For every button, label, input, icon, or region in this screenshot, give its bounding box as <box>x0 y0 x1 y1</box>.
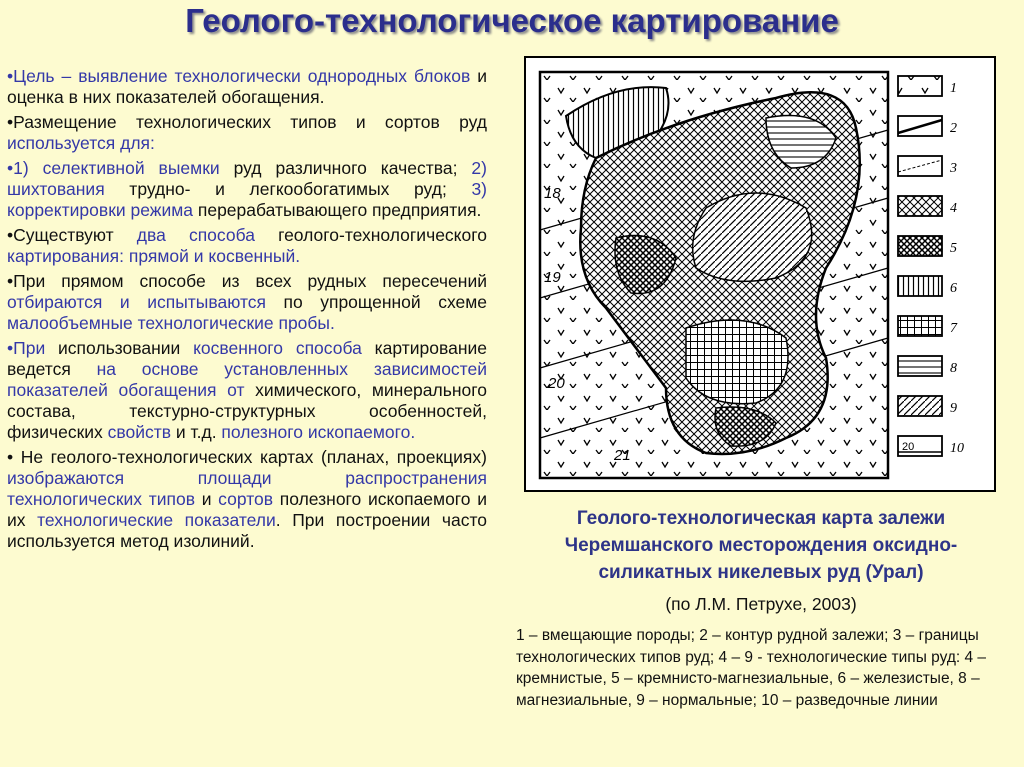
paragraph-placement <box>7 112 487 154</box>
legend-number: 6 <box>950 281 957 296</box>
legend-swatch-8 <box>898 356 942 376</box>
geology-map <box>524 56 996 492</box>
map-caption: Геолого-технологическая карта залежи Черемшанского месторождения оксидно-силикатных никелевых руд (Урал) <box>564 508 958 583</box>
text-span: •Цель – выявление технологически однородных блоков <box>7 66 471 86</box>
legend-text <box>516 625 1012 711</box>
row-label: 21 <box>614 447 631 464</box>
legend-number: 8 <box>950 361 957 376</box>
text-span: картирование ведется <box>7 338 487 379</box>
text-span: два способа <box>136 225 255 245</box>
map-author: (по Л.М. Петрухе, 2003) <box>665 594 857 614</box>
row-label: 20 <box>548 375 565 392</box>
paragraph-uses <box>7 158 487 221</box>
text-span: геолого-технологического <box>254 225 487 245</box>
text-span: картирования: прямой и косвенный. <box>7 246 301 266</box>
text-span: •При прямом способе из всех рудных пересечений <box>7 271 487 291</box>
text-span: •Существуют <box>7 225 137 245</box>
legend-swatch-5 <box>898 236 942 256</box>
text-span: •При <box>7 338 46 358</box>
text-span: полезного ископаемого и их <box>7 489 487 530</box>
text-span: изображаются площади распространения технологических типов <box>7 468 487 509</box>
legend-swatch-1 <box>898 76 942 96</box>
paragraph-direct <box>7 271 487 334</box>
text-span: использовании <box>45 338 194 358</box>
text-span: используется для: <box>7 133 155 153</box>
paragraph-maps <box>7 447 487 552</box>
text-span: свойств <box>107 422 172 442</box>
paragraph-indirect <box>7 338 487 443</box>
legend-swatch-6 <box>898 276 942 296</box>
ore-zone-south <box>686 320 788 404</box>
legend-number: 4 <box>950 201 957 216</box>
paragraph-methods <box>7 225 487 267</box>
page-title: Геолого-технологическое картирование <box>185 2 839 39</box>
legend-swatch-7 <box>898 316 942 336</box>
text-span: по упрощенной схеме <box>266 292 487 312</box>
text-span: технологические показатели <box>37 510 276 530</box>
text-span: руд различного качества; <box>219 158 472 178</box>
text-span: • Не геолого-технологических картах (планах, проекциях) <box>7 447 487 467</box>
text-span: 2) шихтования <box>7 158 487 199</box>
legend-number: 1 <box>950 81 957 96</box>
legend-number: 3 <box>950 161 957 176</box>
text-span: малообъемные технологические пробы. <box>7 313 335 333</box>
text-span: и <box>195 489 219 509</box>
text-span: химического, минерального состава, текстурно-структурных особенностей, физических <box>7 380 487 442</box>
text-span: 3) корректировки режима <box>7 179 487 220</box>
legend-number: 10 <box>950 441 964 456</box>
text-span: на основе установленных зависимостей показателей обогащения от <box>7 359 488 400</box>
text-span: сортов <box>218 489 274 509</box>
legend-number: 5 <box>950 241 957 256</box>
legend-line-label: 20 <box>902 441 915 453</box>
text-span: отбираются и испытываются <box>7 292 266 312</box>
row-label: 18 <box>544 185 561 202</box>
legend-number: 7 <box>950 321 957 336</box>
text-span: •Размещение технологических типов и сортов руд <box>7 112 487 132</box>
map-figure <box>526 58 994 490</box>
text-span: и т.д. <box>171 422 222 442</box>
legend-paragraph: 1 – вмещающие породы; 2 – контур рудной залежи; 3 – границы технологических типов руд; 4 – 9 - технологические типы руд: 4 – кремнистые, 5 – кремнисто-магнезиальные, 6 – железистые, 8 – магнезиальные, 9 – нормальные; 10 – разведочные линии <box>516 627 987 709</box>
legend-number: 9 <box>950 401 957 416</box>
text-span: перерабатывающего предприятия. <box>193 200 482 220</box>
ore-zone-center <box>693 193 812 281</box>
paragraph-goal <box>7 66 487 108</box>
text-span: и оценка в них показателей обогащения. <box>7 66 488 107</box>
text-span: полезного ископаемого. <box>221 422 416 442</box>
text-span: . При построении часто используется метод изолиний. <box>7 510 487 551</box>
legend-swatch-9 <box>898 396 942 416</box>
map-legend <box>898 76 964 456</box>
text-span: трудно- и легкообогатимых руд; <box>104 179 472 199</box>
text-span: косвенного способа <box>193 338 362 358</box>
text-span: •1) селективной выемки <box>7 158 220 178</box>
legend-swatch-4 <box>898 196 942 216</box>
legend-number: 2 <box>950 121 957 136</box>
row-label: 19 <box>544 269 561 286</box>
main-text <box>7 66 487 556</box>
